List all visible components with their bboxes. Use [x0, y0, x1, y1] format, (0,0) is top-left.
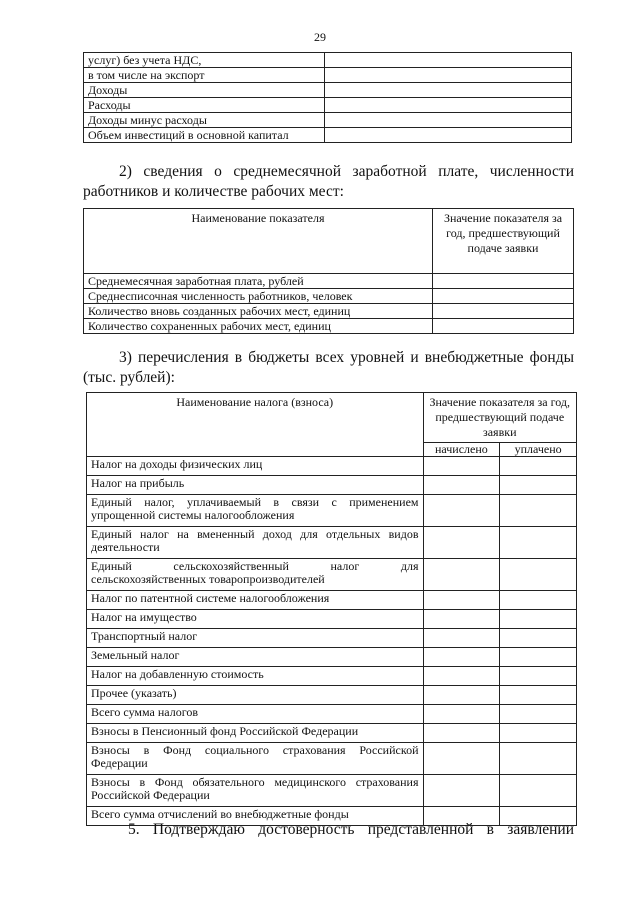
- paid-cell[interactable]: [500, 724, 577, 743]
- value-cell[interactable]: [325, 113, 572, 128]
- accrued-cell[interactable]: [423, 648, 500, 667]
- row-label: Единый сельскохозяйственный налог для сельскохозяйственных товаропроизводителей: [87, 559, 424, 591]
- table-row: [84, 319, 574, 334]
- table-row: [84, 68, 572, 83]
- table-header-row: [84, 209, 574, 274]
- paid-cell[interactable]: [500, 495, 577, 527]
- paid-cell[interactable]: [500, 775, 577, 807]
- table-row: [87, 610, 577, 629]
- row-label: услуг) без учета НДС,: [84, 53, 325, 68]
- value-cell[interactable]: [325, 83, 572, 98]
- accrued-cell[interactable]: [423, 743, 500, 775]
- row-label: Земельный налог: [87, 648, 424, 667]
- value-cell[interactable]: [325, 53, 572, 68]
- table-row: [87, 527, 577, 559]
- row-label: в том числе на экспорт: [84, 68, 325, 83]
- value-cell[interactable]: [433, 289, 574, 304]
- financial-indicators-table: [83, 52, 572, 143]
- section-5-text: 5. Подтверждаю достоверность представленной в заявлении: [128, 821, 574, 838]
- row-label: Налог на добавленную стоимость: [87, 667, 424, 686]
- paid-cell[interactable]: [500, 705, 577, 724]
- paid-cell[interactable]: [500, 686, 577, 705]
- accrued-cell[interactable]: [423, 495, 500, 527]
- column-header-accrued: начислено: [423, 443, 500, 457]
- table-row: [84, 113, 572, 128]
- accrued-cell[interactable]: [423, 629, 500, 648]
- table-row: [87, 743, 577, 775]
- table-row: [87, 559, 577, 591]
- column-header-name: Наименование показателя: [84, 209, 433, 274]
- section-2-text: 2) сведения о среднемесячной заработной плате, численности работников и количестве рабочих мест:: [83, 163, 574, 200]
- row-label: Доходы минус расходы: [84, 113, 325, 128]
- row-label: Прочее (указать): [87, 686, 424, 705]
- row-label: Единый налог, уплачиваемый в связи с применением упрощенной системы налогообложения: [87, 495, 424, 527]
- accrued-cell[interactable]: [423, 775, 500, 807]
- paid-cell[interactable]: [500, 457, 577, 476]
- row-label: Расходы: [84, 98, 325, 113]
- paid-cell[interactable]: [500, 527, 577, 559]
- paid-cell[interactable]: [500, 559, 577, 591]
- value-cell[interactable]: [325, 68, 572, 83]
- row-label: Объем инвестиций в основной капитал: [84, 128, 325, 143]
- row-label: Количество сохраненных рабочих мест, единиц: [84, 319, 433, 334]
- table-row: [87, 457, 577, 476]
- column-header-value: Значение показателя за год, предшествующий подаче заявки: [433, 209, 574, 274]
- row-label: Налог по патентной системе налогообложения: [87, 591, 424, 610]
- row-label: Всего сумма налогов: [87, 705, 424, 724]
- table-header-row: [87, 393, 577, 443]
- table-row: [84, 98, 572, 113]
- paid-cell[interactable]: [500, 610, 577, 629]
- accrued-cell[interactable]: [423, 591, 500, 610]
- column-header-paid: уплачено: [500, 443, 577, 457]
- accrued-cell[interactable]: [423, 610, 500, 629]
- value-cell[interactable]: [433, 319, 574, 334]
- paid-cell[interactable]: [500, 743, 577, 775]
- column-header-name: Наименование налога (взноса): [87, 393, 424, 457]
- row-label: Взносы в Фонд социального страхования Российской Федерации: [87, 743, 424, 775]
- table-row: [84, 289, 574, 304]
- accrued-cell[interactable]: [423, 527, 500, 559]
- accrued-cell[interactable]: [423, 457, 500, 476]
- table-row: [84, 128, 572, 143]
- accrued-cell[interactable]: [423, 476, 500, 495]
- table-row: [87, 686, 577, 705]
- table-row: [87, 495, 577, 527]
- value-cell[interactable]: [433, 274, 574, 289]
- row-label: Единый налог на вмененный доход для отдельных видов деятельности: [87, 527, 424, 559]
- value-cell[interactable]: [325, 128, 572, 143]
- row-label: Налог на доходы физических лиц: [87, 457, 424, 476]
- table-row: [87, 724, 577, 743]
- column-header-value: Значение показателя за год, предшествующий подаче заявки: [423, 393, 577, 443]
- row-label: Налог на имущество: [87, 610, 424, 629]
- table-row: [87, 648, 577, 667]
- accrued-cell[interactable]: [423, 724, 500, 743]
- table-row: [87, 775, 577, 807]
- accrued-cell[interactable]: [423, 705, 500, 724]
- row-label: Количество вновь созданных рабочих мест, единиц: [84, 304, 433, 319]
- table-row: [87, 591, 577, 610]
- paid-cell[interactable]: [500, 476, 577, 495]
- table-row: [87, 476, 577, 495]
- table-row: [87, 705, 577, 724]
- paid-cell[interactable]: [500, 629, 577, 648]
- row-label: Взносы в Пенсионный фонд Российской Федерации: [87, 724, 424, 743]
- value-cell[interactable]: [325, 98, 572, 113]
- row-label: Доходы: [84, 83, 325, 98]
- tax-payments-table: [86, 392, 577, 826]
- table-row: [84, 83, 572, 98]
- table-row: [84, 274, 574, 289]
- paid-cell[interactable]: [500, 648, 577, 667]
- row-label: Всего сумма отчислений во внебюджетные фонды: [87, 807, 424, 826]
- accrued-cell[interactable]: [423, 686, 500, 705]
- table-row: [84, 304, 574, 319]
- accrued-cell[interactable]: [423, 667, 500, 686]
- accrued-cell[interactable]: [423, 559, 500, 591]
- paid-cell[interactable]: [500, 591, 577, 610]
- page-number: 29: [314, 30, 326, 44]
- row-label: Взносы в Фонд обязательного медицинского страхования Российской Федерации: [87, 775, 424, 807]
- section-3-text: 3) перечисления в бюджеты всех уровней и внебюджетные фонды (тыс. рублей):: [83, 349, 574, 386]
- row-label: Среднесписочная численность работников, человек: [84, 289, 433, 304]
- table-row: [87, 667, 577, 686]
- value-cell[interactable]: [433, 304, 574, 319]
- row-label: Транспортный налог: [87, 629, 424, 648]
- row-label: Налог на прибыль: [87, 476, 424, 495]
- row-label: Среднемесячная заработная плата, рублей: [84, 274, 433, 289]
- table-row: [84, 53, 572, 68]
- paid-cell[interactable]: [500, 667, 577, 686]
- table-row: [87, 629, 577, 648]
- salary-employment-table: [83, 208, 574, 334]
